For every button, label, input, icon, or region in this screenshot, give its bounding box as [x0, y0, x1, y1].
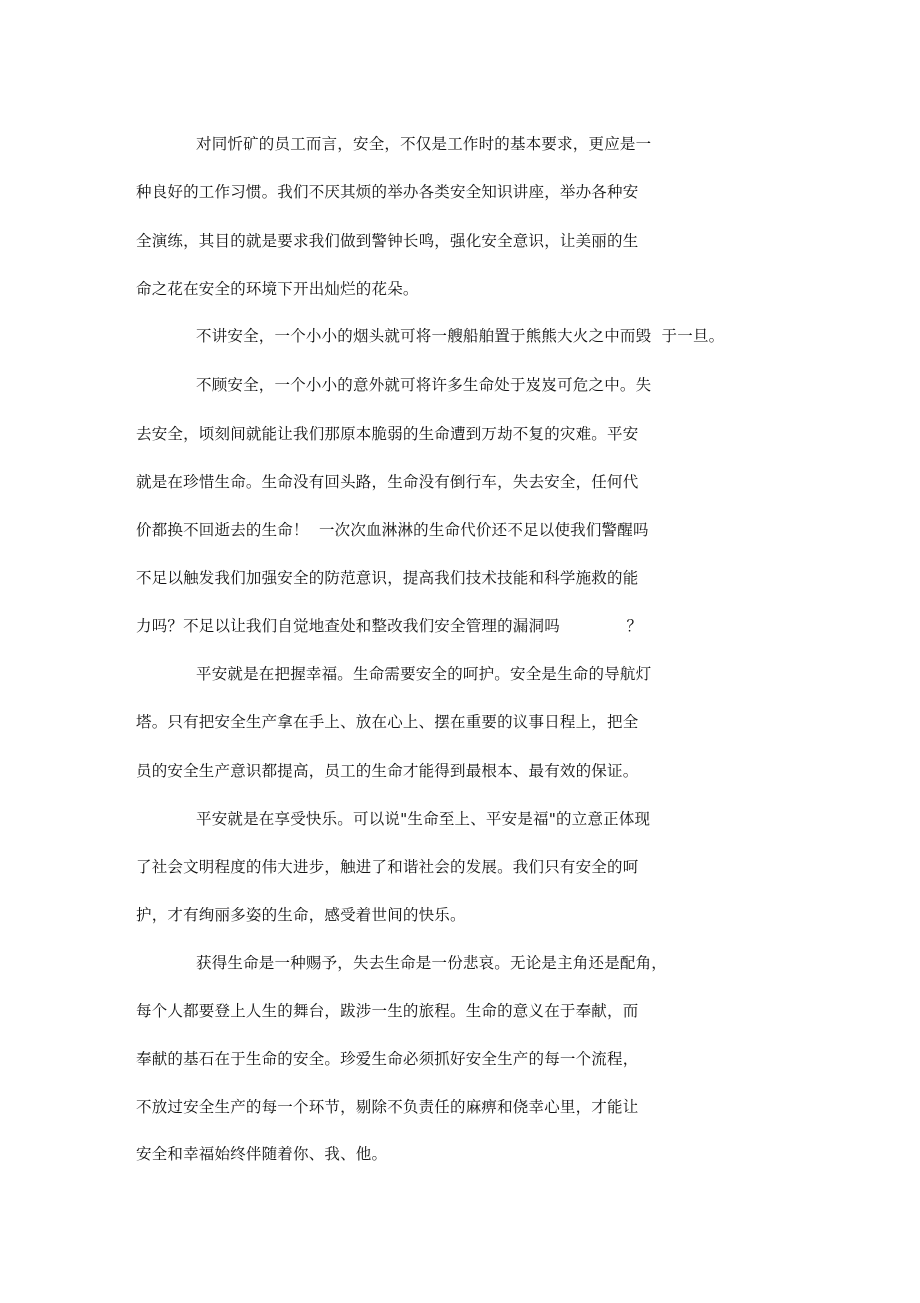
- text-line: 平安就是在享受快乐。可以说"生命至上、平安是福"的立意正体现: [196, 810, 651, 828]
- text-line: 平安就是在把握幸福。生命需要安全的呵护。安全是生命的导航灯: [196, 665, 652, 683]
- text-line: 对同忻矿的员工而言，安全，不仅是工作时的基本要求，更应是一: [196, 135, 652, 153]
- text-line: 不放过安全生产的每一个环节，剔除不负责任的麻痹和侥幸心里，才能让: [136, 1098, 639, 1116]
- text-line: 全演练，其目的就是要求我们做到警钟长鸣，强化安全意识，让美丽的生: [136, 232, 639, 250]
- text-line: 了社会文明程度的伟大进步，触进了和谐社会的发展。我们只有安全的呵: [136, 858, 639, 876]
- text-line: 价都换不回逝去的生命！ 一次次血淋淋的生命代价还不足以使我们警醒吗: [136, 521, 649, 539]
- text-line: 种良好的工作习惯。我们不厌其烦的举办各类安全知识讲座，举办各种安: [136, 183, 639, 201]
- text-line: 奉献的基石在于生命的安全。珍爱生命必须抓好安全生产的每一个流程，: [136, 1050, 639, 1068]
- text-line: 获得生命是一种赐予，失去生命是一份悲哀。无论是主角还是配角，: [196, 954, 668, 972]
- text-line: 护，才有绚丽多姿的生命，感受着世间的快乐。: [136, 906, 466, 924]
- text-line: 员的安全生产意识都提高，员工的生命才能得到最根本、最有效的保证。: [136, 762, 639, 780]
- text-line: 不顾安全，一个小小的意外就可将许多生命处于岌岌可危之中。失: [196, 376, 652, 394]
- text-line: 不讲安全，一个小小的烟头就可将一艘船舶置于熊熊大火之中而毁 于一旦。: [196, 327, 725, 345]
- text-line: 力吗？不足以让我们自觉地查处和整改我们安全管理的漏洞吗 ？: [136, 617, 643, 635]
- text-line: 就是在珍惜生命。生命没有回头路，生命没有倒行车，失去安全，任何代: [136, 473, 639, 491]
- text-line: 不足以触发我们加强安全的防范意识，提高我们技术技能和科学施救的能: [136, 569, 639, 587]
- text-line: 安全和幸福始终伴随着你、我、他。: [136, 1145, 388, 1163]
- text-line: 命之花在安全的环境下开出灿烂的花朵。: [136, 280, 419, 298]
- text-line: 去安全，顷刻间就能让我们那原本脆弱的生命遭到万劫不复的灾难。平安: [136, 425, 639, 443]
- text-line: 每个人都要登上人生的舞台，跋涉一生的旅程。生命的意义在于奉献，而: [136, 1002, 639, 1020]
- text-line: 塔。只有把安全生产拿在手上、放在心上、摆在重要的议事日程上，把全: [136, 713, 639, 731]
